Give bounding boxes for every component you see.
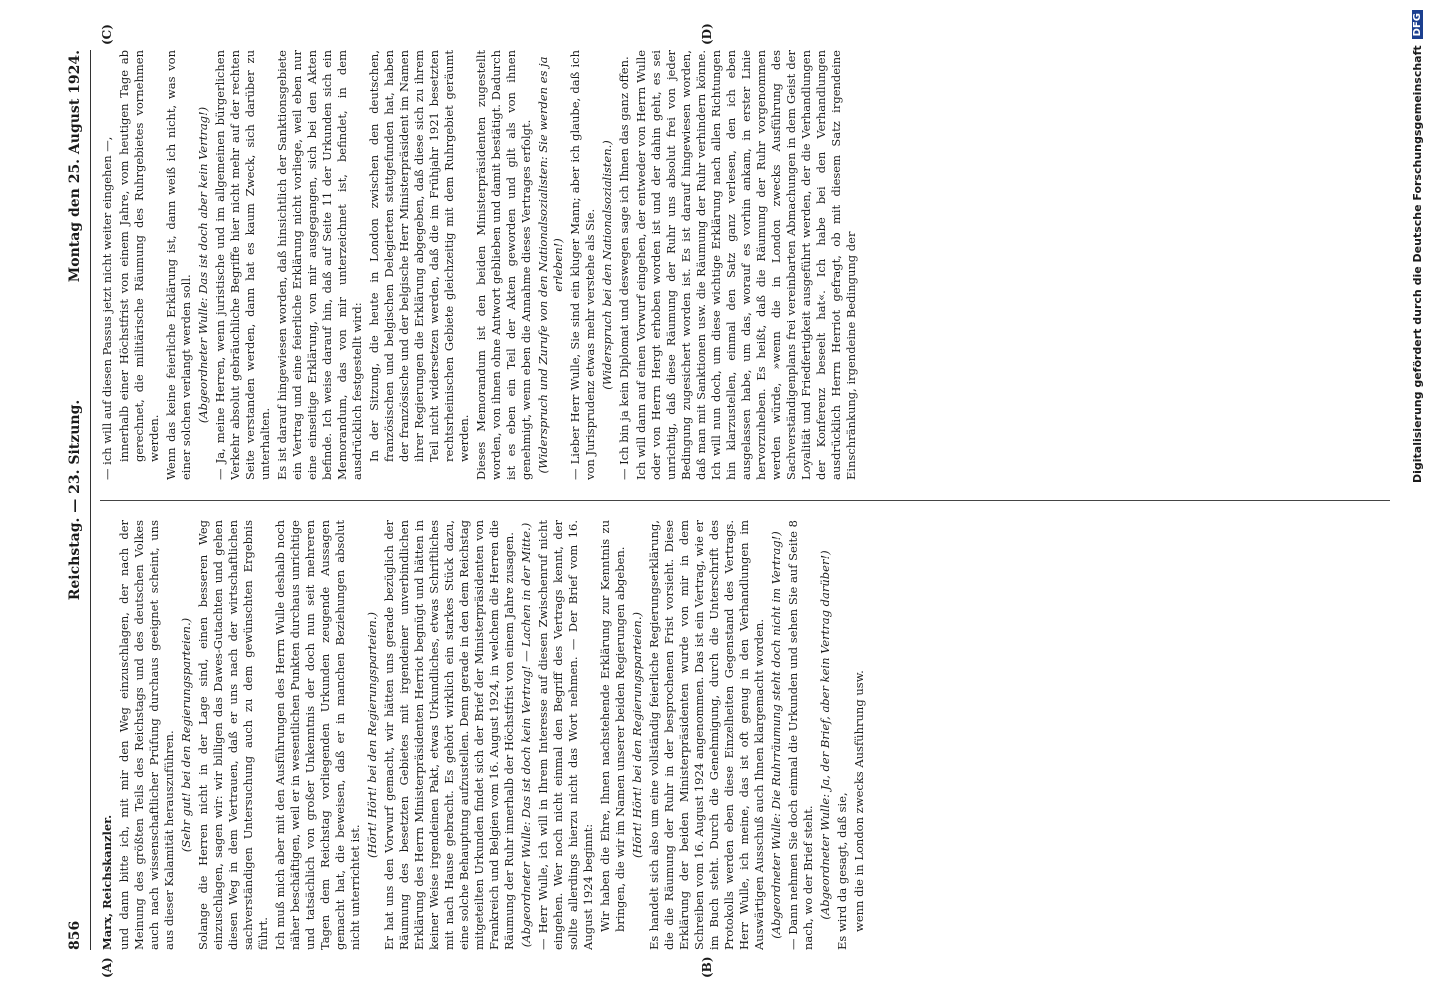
paragraph: Ich muß mich aber mit den Ausführungen des Herrn Wulle deshalb noch näher beschäftigen, weil er in wesentlichen Punkten durchaus unrichtige und tatsächlich von großer Unkenntnis der doch nun seit mehreren Tagen dem Reichstag vorliegenden Urkunden zeugende Aussagen gemacht hat, die beweisen, daß er in manchen Beziehungen absolut nicht unterrichtet ist. bbox=[273, 520, 362, 950]
rotated-page bbox=[60, 23, 1400, 978]
paragraph: Wenn das keine feierliche Erklärung ist, dann weiß ich nicht, was von einer solchen verlangt werden soll. bbox=[164, 50, 193, 480]
dfg-sidebar bbox=[1402, 10, 1432, 990]
left-column bbox=[100, 520, 1390, 950]
paragraph: Es ist darauf hingewiesen worden, daß hinsichtlich der Sanktionsgebiete ein Vertrag und eine feierliche Erklärung nicht vorliege, weil eben nur eine einseitige Erklärung, von mir ausgegangen, sich bei den Akten befinde. Ich weise darauf hin, daß auf Seite 11 der Urkunden sich ein Memorandum, das von mir unterzeichnet ist, befindet, in dem ausdrücklich festgestellt wird: bbox=[275, 50, 364, 480]
marker-b: (B) bbox=[700, 956, 714, 978]
page-header bbox=[60, 50, 91, 950]
marker-a: (A) bbox=[100, 957, 114, 978]
paragraph: Es wird da gesagt, daß sie, bbox=[835, 792, 849, 950]
paragraph: Er hat uns den Vorwurf gemacht, wir hätten uns gerade bezüglich der Räumung des besetzten Gebietes mit irgendeiner unverbindlichen Erklärung des Herrn Ministerpräsidenten Herriot begnügt und hätten in keiner Weise irgendeinen Pakt, etwas Urkundliches, etwas Schriftliches mit nach Hause gebracht. Es gehört wirklich ein starkes Stück dazu, eine solche Behauptung aufzustellen. Denn gerade in den dem Reichstag mitgeteilten Urkunden findet sich der Brief der Ministerpräsidenten von Frankreich und Belgien vom 16. August 1924, in welchem die Herren die Räumung der Ruhr innerhalb der Höchstfrist von einem Jahre zusagen. bbox=[382, 520, 516, 950]
paragraph: Ich will dann auf einen Vorwurf eingehen, der entweder von Herrn Wulle oder von Herrn Hergt erhoben worden ist und der dahin geht, es sei unrichtig, daß diese Räumung der Ruhr uns absolut frei von jeder Bedingung zugesichert worden ist. Es ist darauf hingewiesen worden, daß man mit Sanktionen usw. die Räumung der Ruhr verhindern könne. Ich will nun doch, um diese wichtige Erklärung nach allen Richtungen hin klarzustellen, einmal den Satz ganz verlesen, den ich eben ausgelassen habe, um das, worauf es vorhin ankam, in erster Linie hervorzuheben. Es heißt, daß die Räumung der Ruhr vorgenommen werden würde, »wenn die in London zwecks Ausführung des Sachverständigenplans frei vereinbarten Abmachungen in dem Geist der Loyalität und Friedfertigkeit ausgeführt werden, der die Verhandlungen der Konferenz beseelt hat«. Ich habe bei den Verhandlungen ausdrücklich Herrn Herriot gefragt, ob mit diesem Satz irgendeine Einschränkung, irgendeine Bedingung der bbox=[634, 50, 858, 480]
paragraph: Dieses Memorandum ist den beiden Ministerpräsidenten zugestellt worden, von ihnen ohne Antwort geblieben und damit bestätigt. Dadurch ist es eben ein Teil der Akten geworden und gilt als von ihnen genehmigt, wenn eben die Annahme dieses Vertrages erfolgt. bbox=[474, 50, 533, 480]
session-title: Reichstag. — 23. Sitzung. bbox=[67, 399, 83, 601]
paragraph: In der Sitzung, die heute in London zwischen den deutschen, französischen und belgischen Delegierten stattgefunden hat, haben der französische und der belgische Herr Ministerpräsident im Namen ihrer Regierungen die Erklärung abgegeben, daß diese sich zu ihrem Teil nicht widersetzen werden, daß die im Frühjahr 1921 besetzten rechtsrheinischen Gebiete gleichzeitig mit dem Ruhrgebiet geräumt werden. bbox=[367, 50, 471, 462]
paragraph: — ich will auf diesen Passus jetzt nicht weiter eingehen —, bbox=[100, 136, 114, 480]
interjection: (Abgeordneter Wulle: Das ist doch kein Vertrag! — Lachen in der Mitte.) bbox=[519, 522, 533, 948]
paragraph: — Lieber Herr Wulle, Sie sind ein kluger Mann; aber ich glaube, daß ich von Jurisprudenz etwas mehr verstehe als Sie. bbox=[568, 50, 597, 480]
paragraph: — Herr Wulle, ich will in Ihrem Interesse auf diesen Zwischenruf nicht eingehen. Wer noch nicht einmal den Begriff des Vertrags kennt, der sollte allerdings hierzu nicht das Wort nehmen. — Der Brief vom 16. August 1924 beginnt: bbox=[536, 520, 595, 950]
paragraph: wenn die in London zwecks Ausführung usw. bbox=[852, 670, 866, 932]
column-divider bbox=[100, 500, 1390, 501]
interjection: (Sehr gut! bei den Regierungsparteien.) bbox=[179, 617, 193, 853]
paragraph: — Dann nehmen Sie doch einmal die Urkunden und sehen Sie auf Seite 8 nach, wo der Brief steht. bbox=[786, 520, 815, 950]
right-column bbox=[100, 50, 1390, 480]
interjection: (Widerspruch und Zurufe von den Nationalsozialisten: Sie werden es ja erleben!) bbox=[536, 56, 565, 474]
paragraph: Solange die Herren nicht in der Lage sind, einen besseren Weg einzuschlagen, sagen wir: wir billigen das Dawes-Gutachten und gehen diesen Weg in dem Vertrauen, daß er uns nach der wirtschaftlichen sachverständigen Untersuchung auch zu dem gewünschten Ergebnis führt. bbox=[196, 520, 270, 950]
interjection: (Abgeordneter Wulle: Ja, der Brief, aber kein Vertrag darüber!) bbox=[818, 550, 832, 920]
digitization-credit: Digitalisierung gefördert durch die Deutsche Forschungsgemeinschaft bbox=[1410, 45, 1424, 484]
interjection: (Abgeordneter Wulle: Die Ruhrräumung steht doch nicht im Vertrag!) bbox=[769, 531, 783, 939]
paragraph: Es handelt sich also um eine vollständig feierliche Regierungserklärung, die die Räumung der Ruhr in der besprochenen Frist vorsieht. Diese Erklärung der beiden Ministerpräsidenten wurde von mir in dem Schreiben vom 16. August 1924 angenommen. Das ist ein Vertrag, wie er im Buch steht. Durch die Genehmigung, durch die Unterschrift des Protokolls werden eben diese Einzelheiten Gegenstand des Vertrags. Herr Wulle, ich meine, das ist oft genug in den Verhandlungen im Auswärtigen Ausschuß auch Ihnen klargemacht worden. bbox=[647, 520, 766, 950]
page-number: 856 bbox=[67, 920, 83, 950]
marker-d: (D) bbox=[700, 23, 714, 45]
interjection: (Abgeordneter Wulle: Das ist doch aber kein Vertrag!) bbox=[196, 106, 210, 424]
marker-c: (C) bbox=[100, 24, 114, 45]
paragraph: — Ich bin ja kein Diplomat und deswegen sage ich Ihnen das ganz offen. bbox=[617, 56, 631, 480]
dfg-logo: DFG bbox=[1412, 10, 1423, 39]
paragraph: und dann bitte ich, mit mir den Weg einzuschlagen, der nach der Meinung des größten Teils des Reichstags und des deutschen Volkes auch nach wissenschaftlicher Prüfung durchaus geeignet scheint, uns aus dieser Kalamität herauszuführen. bbox=[117, 520, 176, 950]
speaker-label: Marx, Reichskanzler. bbox=[100, 814, 114, 950]
paragraph: innerhalb einer Höchstfrist von einem Jahre, vom heutigen Tage ab gerechnet, die militärische Räumung des Ruhrgebietes vornehmen werden. bbox=[117, 50, 161, 462]
paragraph: Wir haben die Ehre, Ihnen nachstehende Erklärung zur Kenntnis zu bringen, die wir im Namen unserer beiden Regierungen abgeben. bbox=[598, 520, 627, 932]
date-title: Montag den 25. August 1924. bbox=[67, 50, 83, 283]
interjection: (Hört! Hört! bei den Regierungsparteien.) bbox=[365, 612, 379, 858]
interjection: (Widerspruch bei den Nationalsozialisten.) bbox=[600, 140, 614, 390]
paragraph: — Ja, meine Herren, wenn juristische und im allgemeinen bürgerlichen Verkehr absolut gebräuchliche Begriffe hier nicht mehr auf der rechten Seite verstanden werden, dann hat es kaum Zweck, sich darüber zu unterhalten. bbox=[213, 50, 272, 480]
interjection: (Hört! Hört! bei den Regierungsparteien.) bbox=[630, 612, 644, 858]
